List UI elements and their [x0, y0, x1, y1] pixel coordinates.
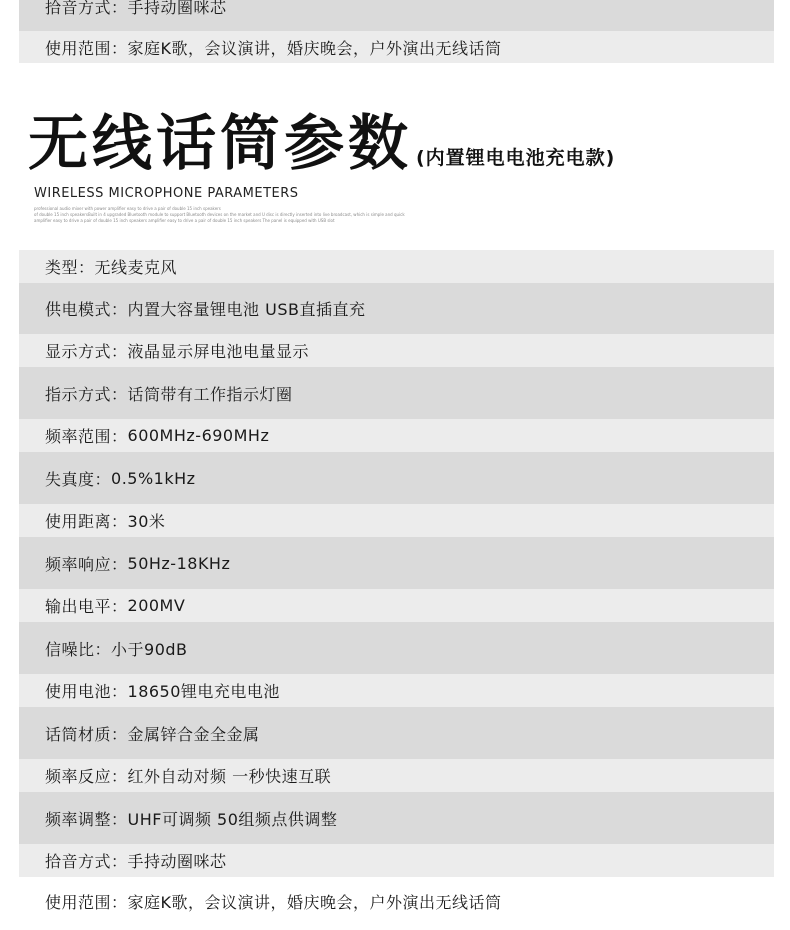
param-table	[19, 250, 774, 925]
param-row: 使用范围： 家庭K歌，会议演讲，婚庆晚会，户外演出无线话筒	[19, 31, 774, 63]
param-row: 指示方式： 话筒带有工作指示灯圈	[19, 367, 774, 419]
param-row: 频率范围： 600MHz-690MHz	[19, 419, 774, 452]
top-param-table	[19, 0, 774, 63]
param-row: 使用电池： 18650锂电充电电池	[19, 674, 774, 707]
param-row	[19, 0, 774, 31]
param-row: 使用范围： 家庭K歌，会议演讲，婚庆晚会，户外演出无线话筒	[19, 877, 774, 925]
param-text: 拾音方式：手持动圈咪芯	[45, 0, 227, 17]
param-row: 输出电平： 200MV	[19, 589, 774, 622]
param-row: 失真度： 0.5%1kHz	[19, 452, 774, 504]
param-row: 频率反应： 红外自动对频 一秒快速互联	[19, 759, 774, 792]
param-row: 供电模式： 内置大容量锂电池 USB直插直充	[19, 283, 774, 334]
param-row: 显示方式： 液晶显示屏电池电量显示	[19, 334, 774, 367]
section-subtitle: (内置锂电电池充电款)	[416, 147, 616, 169]
param-row: 话筒材质： 金属锌合金全金属	[19, 707, 774, 759]
param-row: 拾音方式： 手持动圈咪芯	[19, 844, 774, 877]
fine-print: professional audio mixer with power amplifier easy to drive a pair of double 15 inch speakers of double 15 inch speakersBuilt in 4 upgraded Bluetooth module to support Bluetooth devices on the market and U disc is directly inserted into live broadcast, which is simple and quick amplifier easy to drive a pair of double 15 inch speakers amplifier easy to drive a pair of double 15 inch speakers The panel is equipped with USB slot	[34, 206, 405, 223]
param-row: 类型： 无线麦克风	[19, 250, 774, 283]
section-title: 无线话筒参数	[28, 109, 412, 179]
param-row: 频率调整： UHF可调频 50组频点供调整	[19, 792, 774, 844]
param-row: 使用距离： 30米	[19, 504, 774, 537]
english-title: WIRELESS MICROPHONE PARAMETERS	[34, 186, 299, 201]
section-header	[28, 108, 768, 224]
param-row: 频率响应： 50Hz-18KHz	[19, 537, 774, 589]
param-row: 信噪比： 小于90dB	[19, 622, 774, 674]
